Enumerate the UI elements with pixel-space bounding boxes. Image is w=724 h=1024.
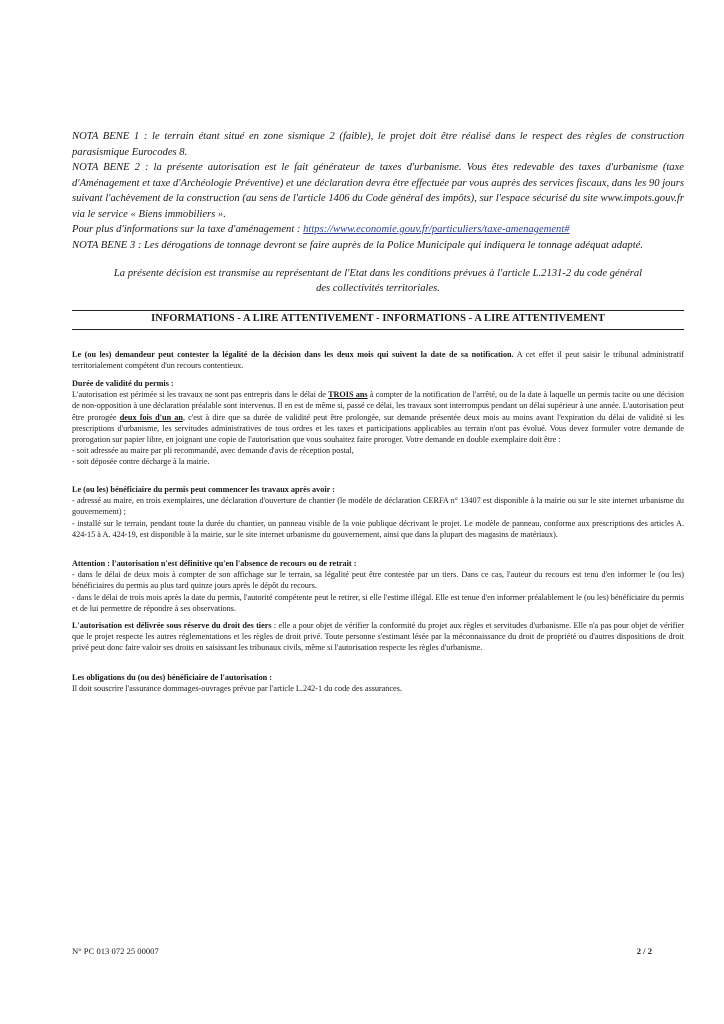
start-works-title: Le (ou les) bénéficiaire du permis peut commencer les travaux après avoir : [72, 485, 335, 494]
contest-bold: Le (ou les) demandeur peut contester la légalité de la décision dans les deux mois qui suivent la date de sa notification. [72, 350, 514, 359]
contest-rest: A cet effet il peut saisir le tribunal administratif territorialement compétent d'un recours contentieux. [72, 350, 684, 371]
start-works-section [72, 484, 684, 540]
contest-section [72, 349, 684, 371]
third-party-rest: : elle a pour objet de vérifier la conformité du projet aux règles et servitudes d'urbanisme. Elle n'a pas pour objet de vérifier que le projet respecte les autres réglementations et les règles de droit privé. Toute personne s'estimant lésée par la méconnaissance du droit de propriété ou d'autres dispositions de droit privé peut donc faire valoir ses droits en saisissant les tribunaux civils, même si l'autorisation respecte les règles d'urbanisme. [72, 621, 684, 653]
transmission-line-1: La présente décision est transmise au représentant de l'Etat dans les conditions prévues à l'article L.2131-2 du code général [113, 268, 643, 279]
attention-item-1: - dans le délai de deux mois à compter de son affichage sur le terrain, sa légalité peut être contestée par un tiers. Dans ce cas, l'auteur du recours est tenu d'en informer le (ou les) bénéficiaires du permis au plus tard quinze jours après le dépôt du recours. [72, 570, 684, 591]
divider-top [72, 310, 684, 311]
page-number: 2 / 2 [636, 946, 652, 956]
validity-paragraph [72, 389, 684, 445]
attention-title: Attention : l'autorisation n'est définitive qu'en l'absence de recours ou de retrait : [72, 559, 357, 568]
nota-bene-1: NOTA BENE 1 : le terrain étant situé en zone sismique 2 (faible), le projet doit être réalisé dans le respect des règles de construction parasismique Eurocodes 8. [72, 131, 684, 158]
attention-item-2: - dans le délai de trois mois après la date du permis, l'autorité compétente peut le retirer, si elle l'estime illégal. Elle est tenue d'en informer préalablement le (ou les) bénéficiaire du permis et de lui permettre de répondre à ses observations. [72, 592, 684, 613]
info-title: INFORMATIONS - A LIRE ATTENTIVEMENT - INFORMATIONS - A LIRE ATTENTIVEMENT [151, 313, 605, 324]
obligations-section [72, 672, 684, 694]
validity-list-item-1: - soit adressée au maire par pli recommandé, avec demande d'avis de réception postal, [72, 446, 354, 456]
obligations-title: Les obligations du (ou des) bénéficiaire de l'autorisation : [72, 673, 272, 682]
more-info-prefix: Pour plus d'informations sur la taxe d'aménagement : [72, 224, 304, 235]
validity-text-a: L'autorisation est périmée si les travaux ne sont pas entrepris dans le délai de [72, 390, 329, 400]
validity-duration: TROIS ans [328, 390, 368, 400]
validity-section [72, 378, 684, 468]
validity-text-c: à compter de la notification de l'arrêté, ou de la date à laquelle un permis tacite ou une décision de non-opposition à une déclaration préalable sont intervenus. Il en est de même si, passé ce délai, les travaux sont interrompus pendant un délai supérieur à une année. L'autorisation peut être prorogée [72, 390, 684, 422]
nota-bene-3: NOTA BENE 3 : Les dérogations de tonnage devront se faire auprès de la Police Municipale qui indiquera le tonnage adéquat adapté. [72, 239, 643, 251]
third-party-paragraph [72, 620, 684, 654]
validity-title: Durée de validité du permis : [72, 379, 174, 388]
validity-text-e: , c'est à dire que sa durée de validité peut être prolongée, sur demande présentée deux mois au moins avant l'expiration du délai de validité si les prescriptions d'urbanisme, les servitudes administratives de tous ordres et les taxes et participations applicables au terrain n'ont pas évolué. Vous devez formuler votre demande de prorogation sur papier libre, en joignant une copie de l'autorisation que vous souhaitez faire proroger. Votre demande en double exemplaire doit être : [72, 412, 684, 445]
nota-bene-block [72, 129, 684, 253]
validity-list-item-2: - soit déposée contre décharge à la mairie. [72, 457, 210, 467]
transmission-notice [72, 266, 684, 296]
taxe-amenagement-link[interactable]: https://www.economie.gouv.fr/particuliers/taxe-amenagement# [303, 224, 570, 235]
transmission-line-2: des collectivités territoriales. [316, 283, 440, 294]
validity-extension: deux fois d'un an [119, 412, 183, 422]
start-works-item-2: - installé sur le terrain, pendant toute la durée du chantier, un panneau visible de la voie publique décrivant le projet. Le modèle de panneau, conforme aux prescriptions des articles A. 424-15 à A. 424-19, est disponible à la mairie, sur le site internet urbanisme du gouvernement, ainsi que dans la plupart des magasins de matériaux). [72, 518, 684, 539]
obligations-text: Il doit souscrire l'assurance dommages-ouvrages prévue par l'article L.242-1 du code des assurances. [72, 684, 402, 694]
contest-paragraph [72, 349, 684, 371]
third-party-bold: L'autorisation est délivrée sous réserve du droit des tiers [72, 621, 272, 630]
divider-bottom [72, 329, 684, 330]
more-info-line [72, 222, 684, 238]
start-works-item-1: - adressé au maire, en trois exemplaires, une déclaration d'ouverture de chantier (le modèle de déclaration CERFA n° 13407 est disponible à la mairie ou sur le site internet urbanisme du gouvernement) ; [72, 496, 684, 517]
attention-section [72, 558, 684, 614]
third-party-section [72, 620, 684, 654]
nota-bene-2: NOTA BENE 2 : la présente autorisation est le fait générateur de taxes d'urbanisme. Vous êtes redevable des taxes d'urbanisme (taxe d'Aménagement et taxe d'Archéologie Préventive) et une déclaration devra être effectuée par vous auprès des services fiscaux, dans les 90 jours suivant l'achèvement de la construction (au sens de l'article 1406 du Code général des impôts), sur l'espace sécurisé du site www.impots.gouv.fr via le service « Biens immobiliers ». [72, 162, 684, 220]
permit-number: N° PC 013 072 25 00007 [72, 946, 159, 956]
